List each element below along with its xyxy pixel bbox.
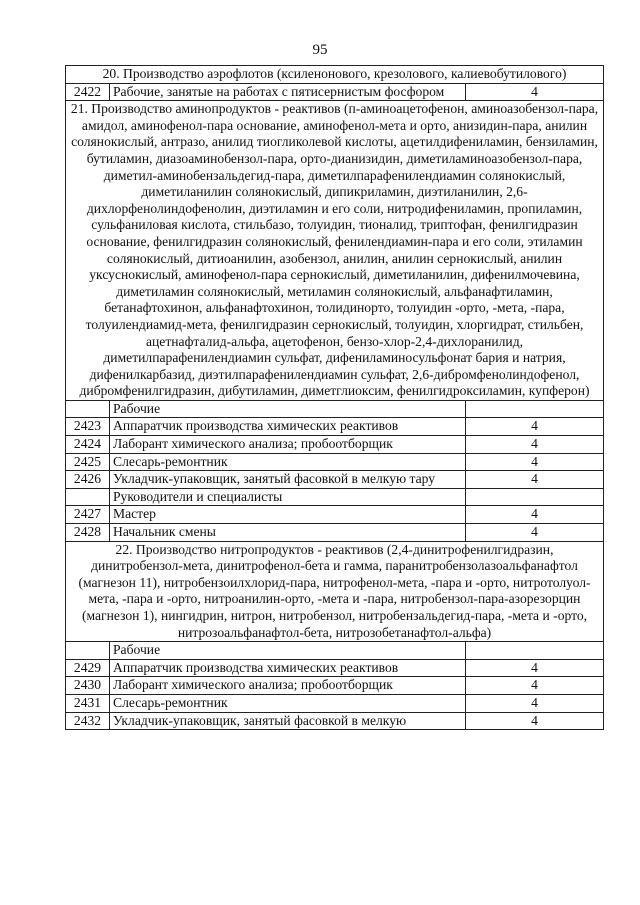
row-occupation: Лаборант химического анализа; пробоотборщик bbox=[110, 677, 466, 695]
section-header-row bbox=[66, 66, 604, 84]
table-row bbox=[66, 506, 604, 524]
row-value: 4 bbox=[466, 83, 604, 101]
row-occupation: Слесарь-ремонтник bbox=[110, 453, 466, 471]
section-title: 21. Производство аминопродуктов - реактивов (п-аминоацетофенон, аминоазобензол-пара, амидол, аминофенол-пара основание, аминофенол-мета и орто, анизидин-пара, анилин солянокислый, антразо, анилид тиогликолевой кислоты, ацетилдифениламин, бензиламин, бутиламин, диазоаминобензол-пара, орто-дианизидин, диметиламиноазобензол-пара, диметил-аминобензальдегид-пара, диметилпарафенилендиамин солянокислый, диметиланилин солянокислый, дипикриламин, диэтиланилин, 2,6-дихлорфенолиндофенолин, диэтиламин и его соли, нитродифениламин, пропиламин, сульфаниловая кислота, стильбазо, толуидин, тионалид, триптофан, фенилгидразин основание, фенилгидразин солянокислый, фенилендиамин-пара и его соли, этиламин солянокислый, дитиоанилин, азобензол, анилин, анилин сернокислый, анилин уксуснокислый, аминофенол-пара сернокислый, диметиланилин, дифенилмочевина, диметиламин солянокислый, метиламин солянокислый, альфанафтиламин, бетанафтохинон, альфанафтохинон, толидинорто, толуидин -орто, -мета, -пара, толуилендиамид-мета, фенилгидразин сернокислый, толуидин, хлоргидрат, стильбен, ацетнафталид-альфа, ацетофенон, бензо-хлор-2,4-дихлоранилид, диметилпарафенилендиамин сульфат, дифениламиносульфонат бария и натрия, дифенилкарбазид, диэтилпарафенилендиамин сульфат, 2,6-дибромфенолиндофенол, дибромфенилгидразин, дибутиламин, диметглиоксим, фенилгидроксиламин, купферон) bbox=[66, 101, 604, 401]
row-code: 2428 bbox=[66, 524, 110, 542]
row-code: 2422 bbox=[66, 83, 110, 101]
row-occupation: Лаборант химического анализа; пробоотборщик bbox=[110, 436, 466, 454]
row-code: 2431 bbox=[66, 694, 110, 712]
empty-cell bbox=[466, 488, 604, 506]
row-value: 4 bbox=[466, 418, 604, 436]
row-value: 4 bbox=[466, 659, 604, 677]
section-header-row bbox=[66, 101, 604, 401]
empty-cell bbox=[66, 400, 110, 418]
row-occupation: Рабочие, занятые на работах с пятисернистым фосфором bbox=[110, 83, 466, 101]
row-value: 4 bbox=[466, 677, 604, 695]
page-number: 95 bbox=[312, 42, 328, 58]
table-row bbox=[66, 436, 604, 454]
group-label: Рабочие bbox=[110, 642, 466, 660]
row-occupation: Аппаратчик производства химических реактивов bbox=[110, 659, 466, 677]
group-header-row bbox=[66, 642, 604, 660]
row-value: 4 bbox=[466, 436, 604, 454]
row-occupation: Укладчик-упаковщик, занятый фасовкой в мелкую bbox=[110, 712, 466, 730]
row-value: 4 bbox=[466, 506, 604, 524]
section-title: 22. Производство нитропродуктов - реактивов (2,4-динитрофенилгидразин, динитробензол-мета, динитрофенол-бета и гамма, паранитробензолазоальфанафтол (магнезон 11), нитробензоилхлорид-пара, нитрофенол-мета, -пара и -орто, нитротолуол-мета, -пара и -орто, нитроанилин-орто, -мета и -пара, нитробензол-пара-азорезорцин (магнезон 1), нингидрин, нитрон, нитробензол, нитробензальдегид-пара, -мета и -орто, нитрозоальфанафтол-бета, нитрозобетанафтол-альфа) bbox=[66, 541, 604, 642]
table-row bbox=[66, 471, 604, 489]
table-row bbox=[66, 524, 604, 542]
row-occupation: Слесарь-ремонтник bbox=[110, 694, 466, 712]
group-label: Рабочие bbox=[110, 400, 466, 418]
row-code: 2423 bbox=[66, 418, 110, 436]
table-row bbox=[66, 418, 604, 436]
table-row bbox=[66, 712, 604, 730]
empty-cell bbox=[66, 488, 110, 506]
row-code: 2429 bbox=[66, 659, 110, 677]
empty-cell bbox=[466, 400, 604, 418]
group-header-row bbox=[66, 400, 604, 418]
group-header-row bbox=[66, 488, 604, 506]
row-code: 2424 bbox=[66, 436, 110, 454]
empty-cell bbox=[466, 642, 604, 660]
group-label: Руководители и специалисты bbox=[110, 488, 466, 506]
table-row bbox=[66, 694, 604, 712]
occupation-table bbox=[65, 65, 604, 730]
row-occupation: Укладчик-упаковщик, занятый фасовкой в мелкую тару bbox=[110, 471, 466, 489]
row-code: 2432 bbox=[66, 712, 110, 730]
section-header-row bbox=[66, 541, 604, 642]
row-value: 4 bbox=[466, 712, 604, 730]
empty-cell bbox=[66, 642, 110, 660]
row-value: 4 bbox=[466, 471, 604, 489]
row-value: 4 bbox=[466, 694, 604, 712]
row-code: 2425 bbox=[66, 453, 110, 471]
row-code: 2427 bbox=[66, 506, 110, 524]
section-title: 20. Производство аэрофлотов (ксиленонового, крезолового, калиевобутилового) bbox=[66, 66, 604, 84]
row-occupation: Начальник смены bbox=[110, 524, 466, 542]
row-value: 4 bbox=[466, 453, 604, 471]
row-value: 4 bbox=[466, 524, 604, 542]
table-row bbox=[66, 83, 604, 101]
table-row bbox=[66, 677, 604, 695]
row-occupation: Мастер bbox=[110, 506, 466, 524]
row-code: 2430 bbox=[66, 677, 110, 695]
row-code: 2426 bbox=[66, 471, 110, 489]
table-row bbox=[66, 453, 604, 471]
table-row bbox=[66, 659, 604, 677]
row-occupation: Аппаратчик производства химических реактивов bbox=[110, 418, 466, 436]
